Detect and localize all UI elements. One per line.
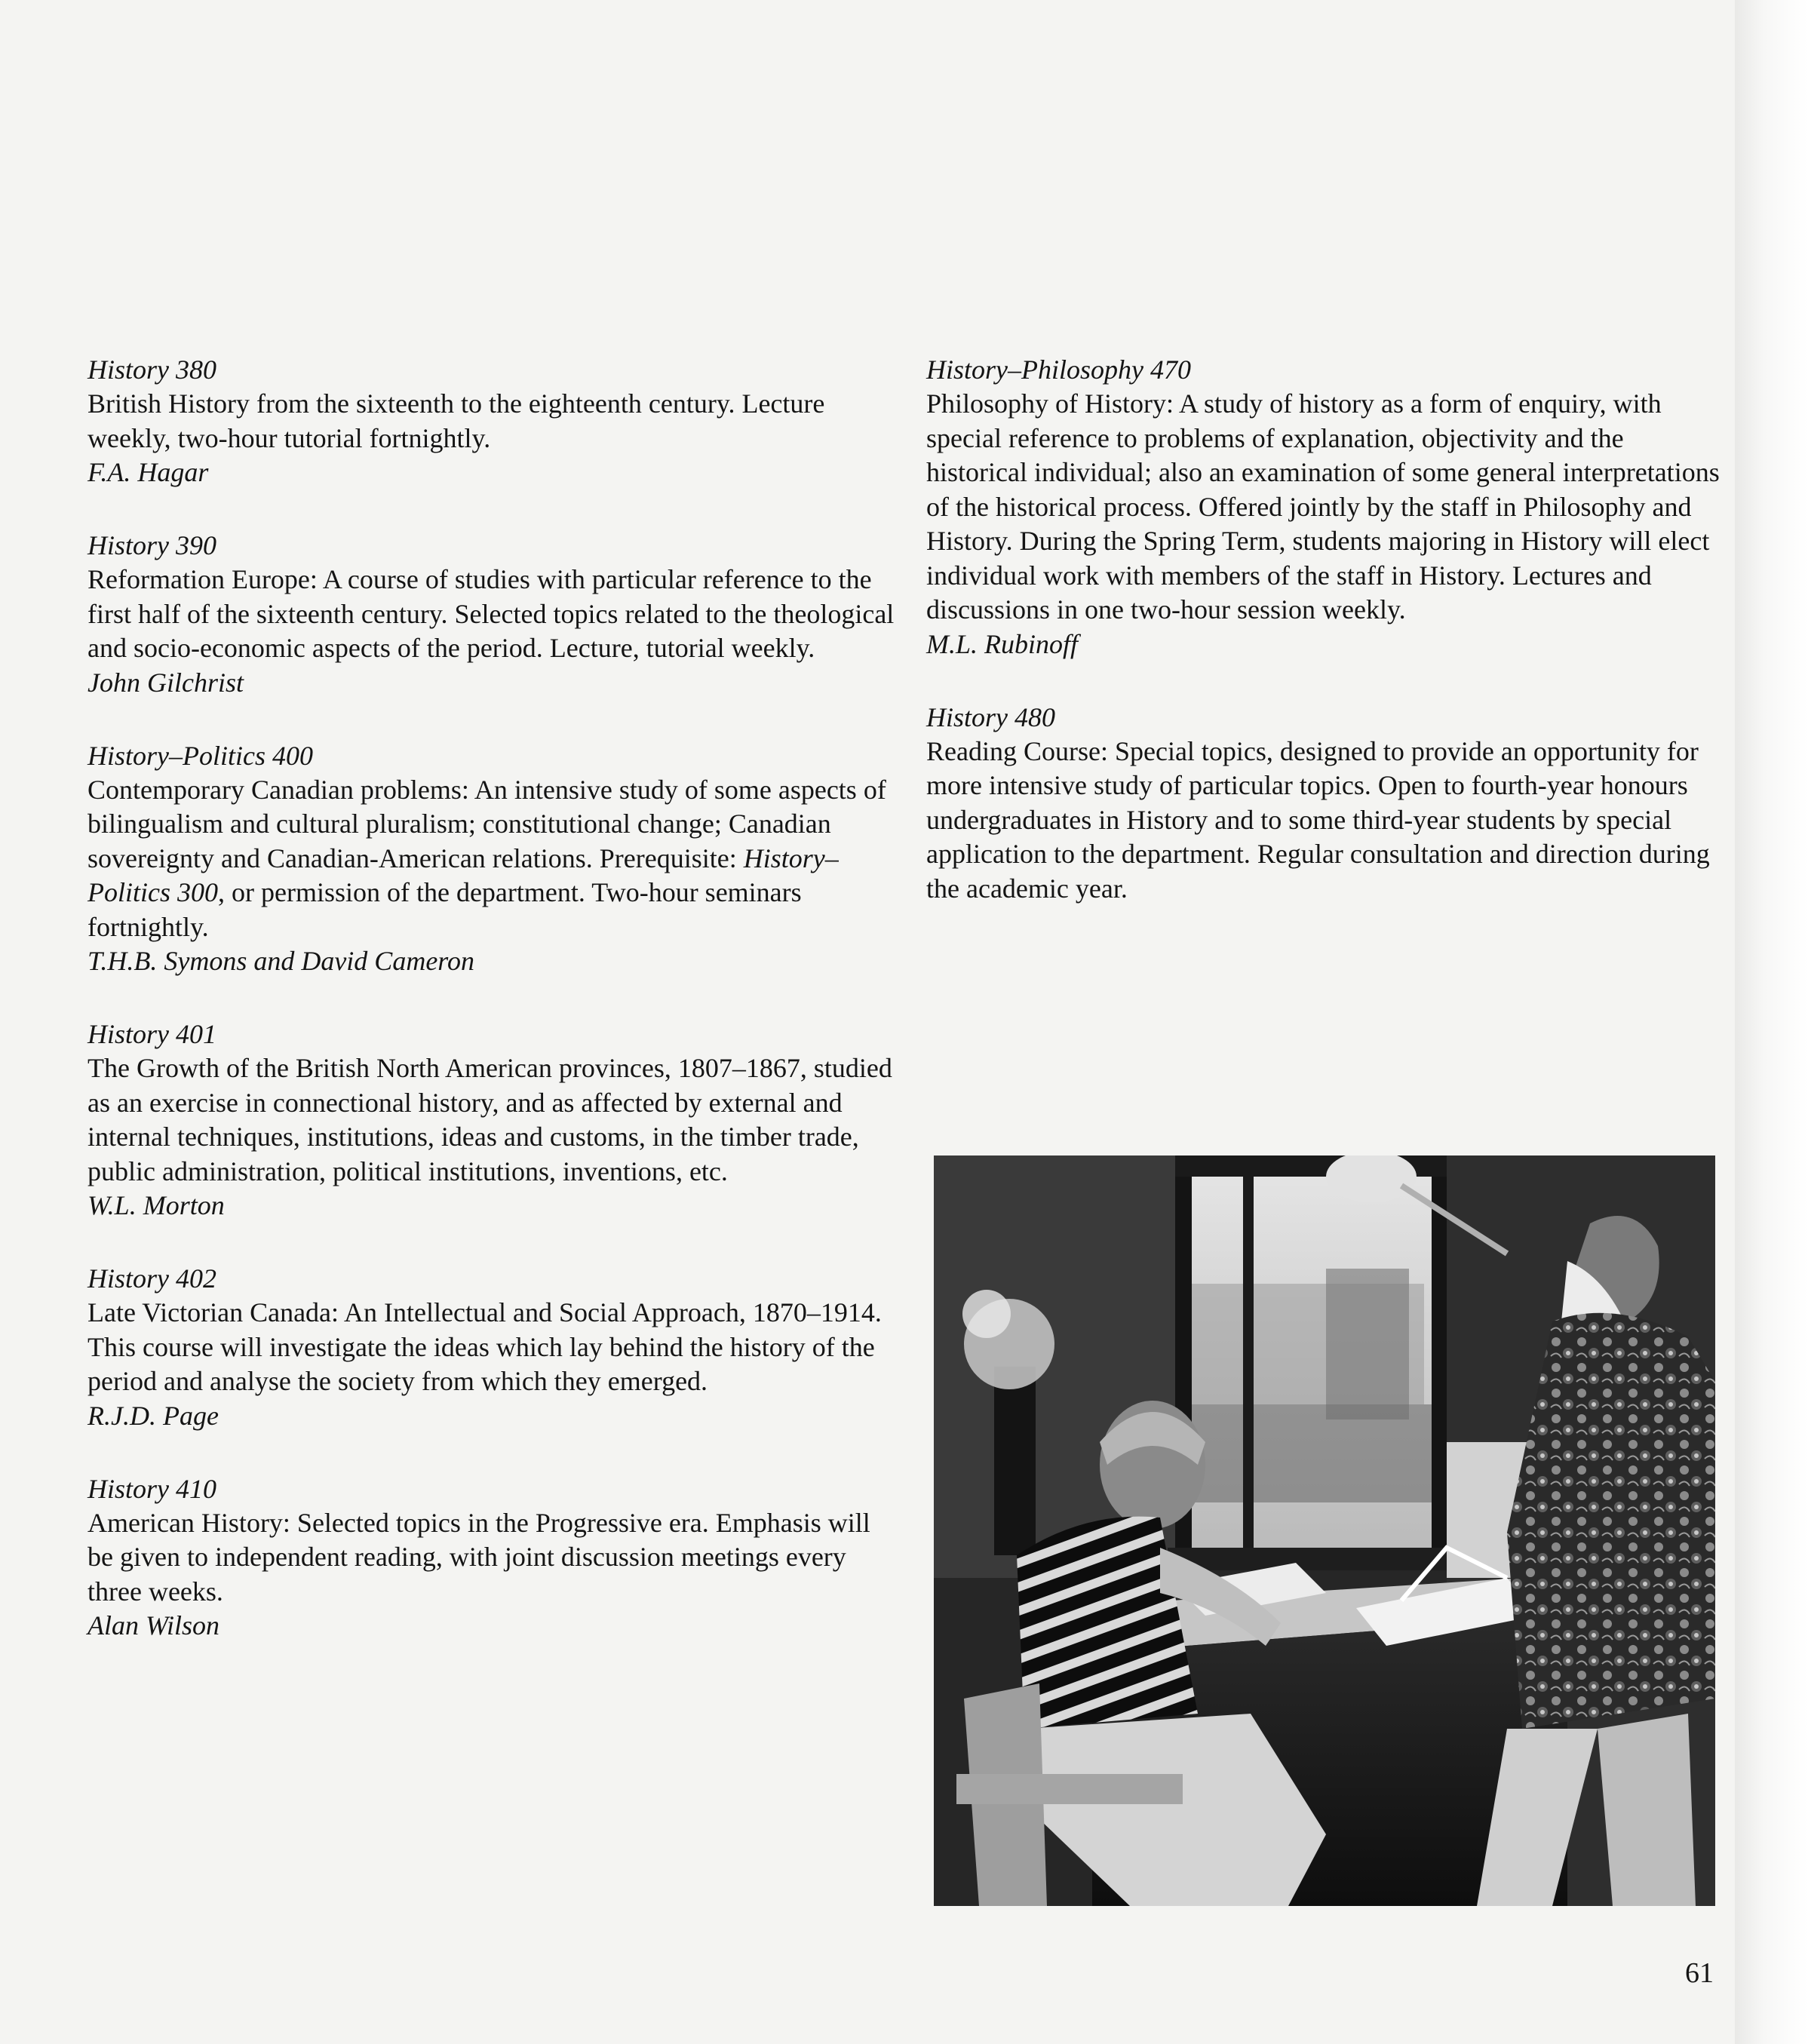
left-column	[87, 353, 902, 1682]
course-instructor: M.L. Rubinoff	[926, 628, 1079, 659]
course-description	[87, 773, 902, 945]
study-room-photo	[934, 1156, 1715, 1906]
course-instructor: John Gilchrist	[87, 667, 244, 698]
course-title: History 480	[926, 701, 1055, 732]
course-instructor: W.L. Morton	[87, 1190, 225, 1220]
prerequisite-reference: History–Politics 300	[87, 842, 839, 907]
description-text: Contemporary Canadian problems: An intensive study of some aspects of bilingualism and cultural pluralism; constitutional change; Canadian sovereignty and Canadian-American relations. Prerequisite:	[87, 774, 886, 873]
course-instructor: F.A. Hagar	[87, 457, 209, 487]
course-description: Late Victorian Canada: An Intellectual and Social Approach, 1870–1914. This course will investigate the ideas which lay behind the history of the period and analyse the society from which they emerged.	[87, 1297, 882, 1396]
course-title: History–Philosophy 470	[926, 354, 1191, 385]
course-description: American History: Selected topics in the Progressive era. Emphasis will be given to independent reading, with joint discussion meetings every three weeks.	[87, 1507, 870, 1607]
course-entry-history-politics-400	[87, 739, 902, 979]
course-instructor: R.J.D. Page	[87, 1400, 219, 1431]
course-entry-history-480	[926, 701, 1726, 907]
course-entry-history-philosophy-470	[926, 353, 1726, 661]
course-entry-history-402	[87, 1262, 902, 1433]
course-entry-history-380	[87, 353, 902, 490]
course-title: History 401	[87, 1019, 216, 1049]
right-column	[926, 353, 1726, 945]
course-title: History 390	[87, 530, 216, 560]
course-entry-history-401	[87, 1017, 902, 1223]
page-edge-shadow	[1735, 0, 1808, 2044]
course-description: Reading Course: Special topics, designed to provide an opportunity for more intensive study of particular topics. Open to fourth-year honours undergraduates in History and to some third-year students by special application to the department. Regular consultation and direction during the academic year.	[926, 735, 1710, 904]
course-entry-history-410	[87, 1472, 902, 1643]
course-description: Reformation Europe: A course of studies with particular reference to the first half of the sixteenth century. Selected topics related to the theological and socio-economic aspects of the period. Lecture, tutorial weekly.	[87, 564, 895, 663]
photo-illustration	[934, 1156, 1715, 1906]
course-entry-history-390	[87, 529, 902, 700]
course-instructor: T.H.B. Symons and David Cameron	[87, 946, 474, 976]
course-description: Philosophy of History: A study of history as a form of enquiry, with special reference to problems of explanation, objectivity and the historical individual; also an examination of some general interpretations of the historical process. Offered jointly by the staff in Philosophy and History. During the Spring Term, students majoring in History will elect individual work with members of the staff in History. Lectures and discussions in one two-hour session weekly.	[926, 388, 1720, 625]
description-text: , or permission of the department. Two-hour seminars fortnightly.	[87, 877, 802, 942]
course-title: History 380	[87, 354, 216, 385]
page-number: 61	[1685, 1957, 1714, 1989]
course-title: History–Politics 400	[87, 740, 313, 771]
course-description: The Growth of the British North American provinces, 1807–1867, studied as an exercise in connectional history, and as affected by external and internal techniques, institutions, ideas and customs, in the timber trade, public administration, political institutions, inventions, etc.	[87, 1053, 892, 1186]
course-title: History 410	[87, 1473, 216, 1504]
course-title: History 402	[87, 1263, 216, 1294]
course-description: British History from the sixteenth to the eighteenth century. Lecture weekly, two-hour tutorial fortnightly.	[87, 388, 825, 453]
course-instructor: Alan Wilson	[87, 1610, 220, 1640]
